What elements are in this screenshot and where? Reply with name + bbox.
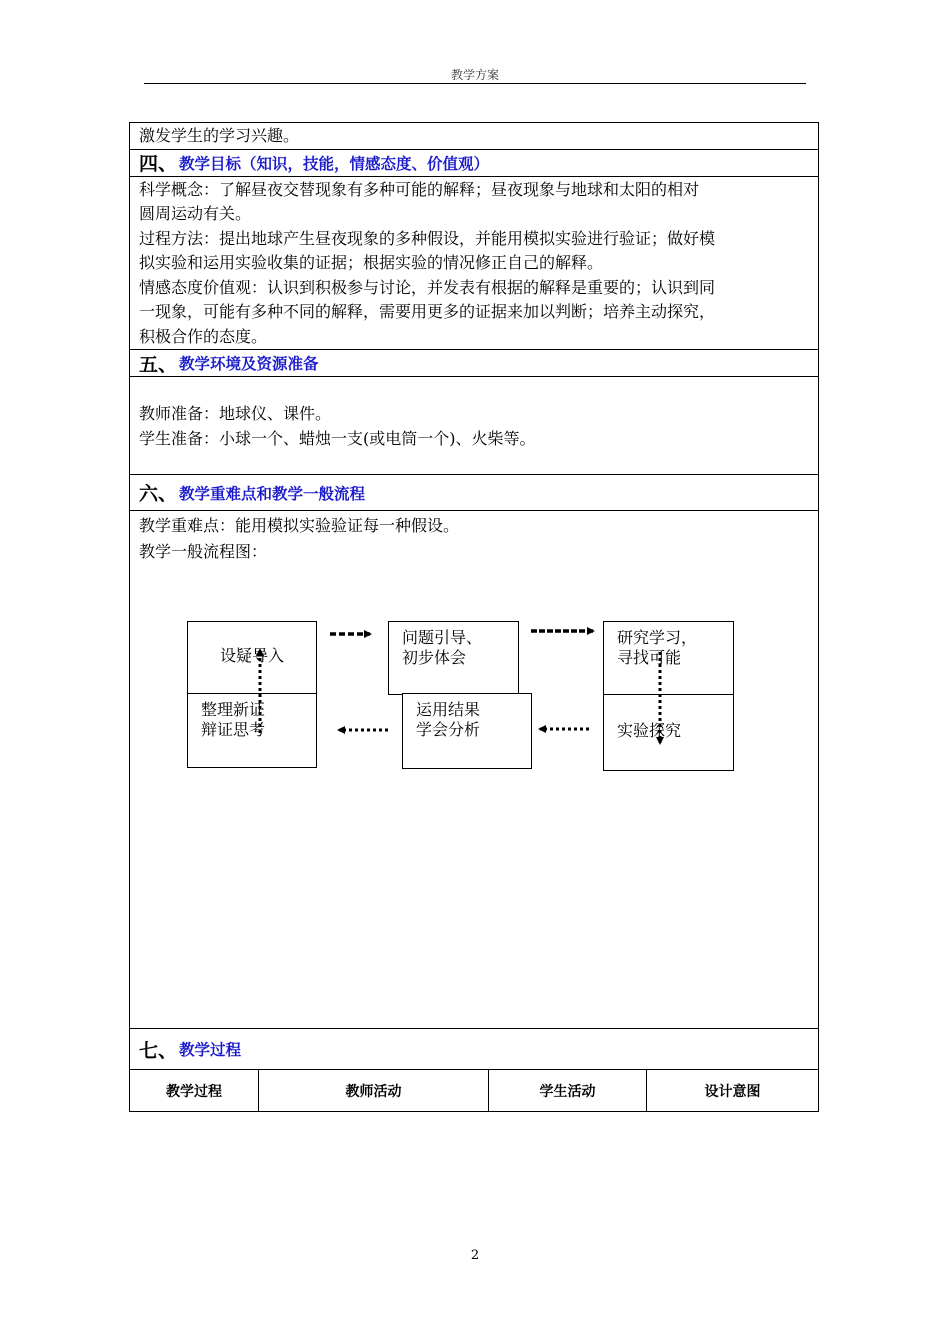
teacher-prep: 教师准备：地球仪、课件。: [139, 404, 332, 423]
section5-heading: [130, 350, 818, 377]
flow-box-analyze: [402, 693, 532, 769]
flow-box-research: [603, 621, 734, 695]
section7-heading: [130, 1029, 818, 1070]
objective-line: 科学概念：了解昼夜交替现象有多种可能的解释；昼夜现象与地球和太阳的相对: [139, 179, 700, 199]
section6-body: [130, 511, 818, 1029]
flow-box-analyze-line1: 运用结果: [416, 700, 481, 719]
objective-line: 积极合作的态度。: [139, 326, 268, 346]
flow-box-experiment-label: 实验探究: [617, 721, 682, 740]
page-header: 教学方案: [450, 68, 499, 82]
objective-line: 情感态度价值观：认识到积极参与讨论，并发表有根据的解释是重要的；认识到同: [139, 277, 716, 297]
keypoint-text: 教学重难点：能用模拟实验验证每一种假设。: [139, 516, 460, 535]
column-header: 教学过程: [130, 1070, 259, 1111]
section7-number: 七、: [139, 1039, 178, 1062]
flow-box-guide-line2: 初步体会: [402, 648, 467, 667]
objective-line: 过程方法：提出地球产生昼夜现象的多种假设，并能用模拟实验进行验证；做好模: [139, 228, 716, 248]
lesson-plan-table: [129, 122, 819, 1112]
flow-box-guide-line1: 问题引导、: [402, 628, 483, 647]
section6-heading: [130, 475, 818, 511]
intro-row: [130, 123, 818, 150]
section4-title: 教学目标（知识，技能，情感态度、价值观）: [179, 154, 490, 173]
flow-box-research-line2: 寻找可能: [617, 648, 682, 667]
flow-box-research-line1: 研究学习，: [617, 628, 698, 647]
process-column-header: [130, 1070, 818, 1111]
student-prep: 学生准备：小球一个、蜡烛一支(或电筒一个)、火柴等。: [139, 429, 536, 448]
flow-box-organize-line1: 整理新证: [201, 700, 266, 719]
intro-text: 激发学生的学习兴趣。: [139, 126, 300, 145]
section4-number: 四、: [139, 153, 178, 175]
flow-box-organize-line2: 辩证思考: [201, 720, 266, 739]
section4-heading: [130, 150, 818, 177]
objective-line: 一现象，可能有多种不同的解释，需要用更多的证据来加以判断；培养主动探究，: [139, 302, 716, 321]
section6-number: 六、: [139, 483, 178, 505]
flow-box-analyze-line2: 学会分析: [416, 720, 481, 739]
objective-line: 圆周运动有关。: [139, 204, 252, 223]
section6-title: 教学重难点和教学一般流程: [179, 484, 366, 503]
flow-box-intro-label: 设疑导入: [220, 646, 285, 665]
flow-box-intro: [187, 621, 317, 694]
column-header: 设计意图: [704, 1083, 761, 1100]
page-number: 2: [470, 1248, 480, 1263]
objective-line: 拟实验和运用实验收集的证据；根据实验的情况修正自己的解释。: [139, 253, 604, 272]
section5-body: [130, 377, 818, 475]
section5-number: 五、: [139, 353, 178, 376]
flow-box-experiment: [603, 694, 734, 771]
flow-label: 教学一般流程图：: [139, 542, 268, 561]
column-header: 学生活动: [489, 1070, 647, 1111]
header-rule: [144, 83, 806, 84]
column-header: 教师活动: [259, 1070, 489, 1111]
flow-box-organize: [187, 693, 317, 768]
section4-body: [130, 177, 818, 351]
section7-title: 教学过程: [179, 1041, 242, 1059]
section5-title: 教学环境及资源准备: [179, 355, 319, 373]
flow-box-guide: [388, 621, 519, 695]
